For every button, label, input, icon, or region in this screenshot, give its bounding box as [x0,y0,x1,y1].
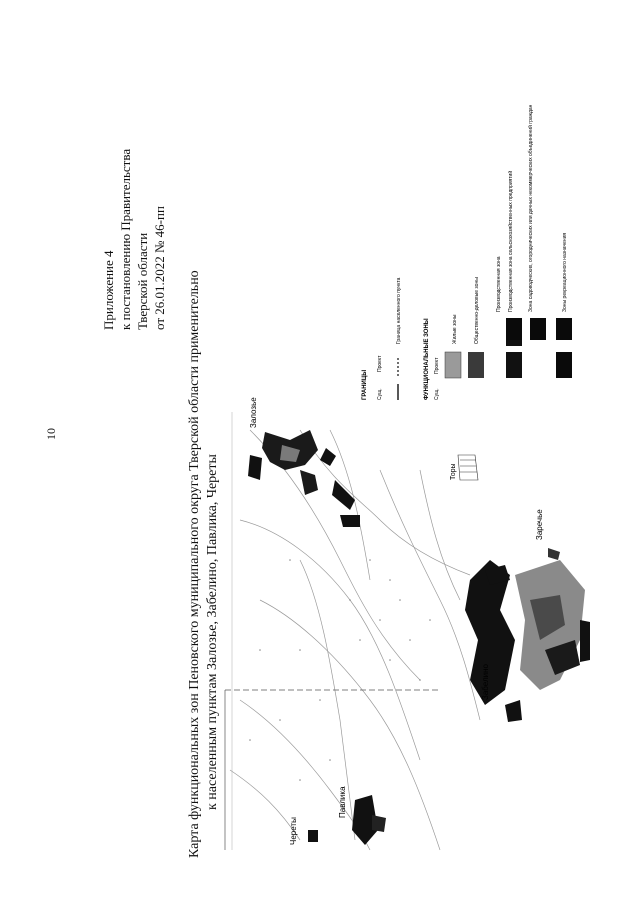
settlement-pavlika [352,795,386,845]
legend-item-recreation: Зоны рекреационного назначения [562,232,568,312]
label-pavlika: Павлика [338,786,347,818]
page-number: 10 [44,428,58,440]
appendix-line-4: от 26.01.2022 № 46-пп [152,206,167,330]
label-cherety: Череты [289,817,298,845]
legend-zones-existing: Сущ. [434,388,440,400]
legend-item-residential: Жилые зоны [452,314,458,344]
label-tory: Торы [450,463,457,480]
settlement-cherety [308,830,318,842]
legend-swatch-public [468,352,484,378]
road-network [230,430,480,850]
label-zabelino: Забелино [481,664,490,700]
appendix-line-2: к постановлению Правительства [118,148,133,330]
settlement-zalozye [248,430,360,527]
legend-swatch-production [506,352,522,378]
appendix-line-1: Приложение 4 [101,250,116,330]
legend-swatch-recreation [556,318,572,340]
legend-zones-project: Проект [434,357,440,374]
appendix-line-3: Тверской области [135,232,150,330]
label-zalozye: Залозье [249,397,258,428]
legend-item-agri: Производственная зона сельскохозяйственных предприятий [508,170,514,312]
legend-swatch-recreation-existing [556,352,572,378]
map-title-line-1: Карта функциональных зон Пеновского муниципального округа Тверской области применительно [187,270,202,858]
label-zarechye: Заречье [535,509,544,540]
legend-swatch-residential [445,352,461,378]
legend-item-production: Производственная зона [496,256,502,312]
legend-swatch-agri [506,318,522,340]
settlement-zarechye [548,548,560,560]
settlement-tory [458,455,478,480]
legend-boundaries-title: ГРАНИЦЫ [362,369,368,400]
legend-existing-label: Сущ. [377,388,383,400]
legend-zones-title: ФУНКЦИОНАЛЬНЫЕ ЗОНЫ [424,318,430,400]
map-title-line-2: к населенным пунктам Залозье, Забелино, Павлика, Череты [205,454,220,810]
legend-item-public: Общественно-деловые зоны [474,277,480,344]
legend [362,104,572,400]
legend-swatch-garden [530,318,546,340]
legend-item-garden: Зона садоводческих, огороднических или дачных некоммерческих объединений граждан [528,104,534,312]
legend-settlement-boundary: Граница населенного пункта [396,277,402,344]
terrain-dots [249,559,431,781]
legend-project-label: Проект [377,355,383,372]
